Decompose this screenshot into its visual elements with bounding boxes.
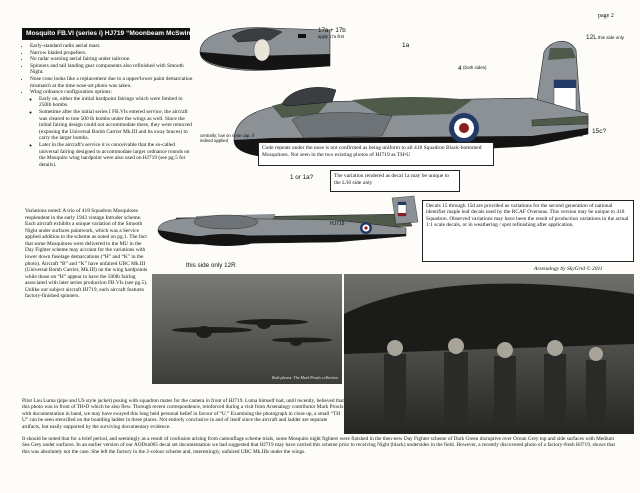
callout-4-sub: (both sides) bbox=[463, 65, 487, 70]
note-item: • Narrow bladed propellers. bbox=[30, 50, 194, 57]
callout-17-sub: apply 17a first bbox=[318, 34, 345, 39]
note-item: • Nose cone looks like a replacement due to a upper/lower paint demarcation mismatch at the time nose-art photo was taken. bbox=[30, 76, 194, 89]
callout-15c: 15c? bbox=[592, 128, 607, 135]
note-item: • Wing ordnance configuration options: bbox=[30, 89, 194, 96]
bottom-text bbox=[22, 398, 344, 433]
callout-1-or-1a: 1 or 1a? bbox=[290, 174, 314, 181]
callout-1a-top: 1a bbox=[402, 42, 410, 49]
photo-credit: Both photos: The Mark Proulx collection bbox=[272, 375, 338, 380]
bottom-paragraph-2: It should be noted that for a brief period, and seemingly as a result of confusion arising from camouflage scheme trials, some Mosquito night fighters were finished in the then-new Day Fighter scheme of Dark Green disruptive over Ocean Grey top and side surfaces with Medium Sea Grey under surfaces. In an earlier version of our AODsn005 decal set documentation we had suggested that HJ719 may have carried this scheme prior to receiving Night (black) undersides in the field. However, a recently discovered photo of a factory-fresh HJ719, shows that this was absolutely not the case. She left the factory in the 2-colour scheme and, interestingly, unfaired UBC Mk.IIIs under the wings. bbox=[22, 436, 615, 455]
bottom-text-2 bbox=[22, 436, 622, 455]
variation-decal-note: The variation rendered as decal 1a may be unique to the L/H side only bbox=[330, 170, 460, 192]
notes-list bbox=[22, 43, 194, 168]
code-repeats-note: Code repeats under the nose is not confirmed as being uniform to all 418 Squadron Black-bottomed Mosquitoes. Not seen in the two existing photos of HJ719 as TH•U bbox=[258, 142, 494, 166]
note-item: • No radar warning aerial fairing under tailcone. bbox=[30, 56, 194, 63]
callout-12l-sub: this side only bbox=[598, 35, 625, 40]
bottom-paragraph-1: Pilot Lou Luma (pipe and US style jacket) posing with squadron mates for the camera in front of HJ719. Luma himself had, until recently, believed that this photo was in front of TH•D which he also flew. Through recent correspondence, reinforced during a visit from Arsenalogy contributor Mark Proulx with documentation in hand, we may have swayed this long held personal belief in favour of “U.” Examining the photograph in close up, a small “TH U” can be seen stencilled on the boarding ladder in three places. Not entirely conclusive in and of itself since the aircraft and ladder are separate artifacts, but easily supported by the surviving documentary evidence. bbox=[22, 398, 344, 430]
callout-17: 17a + 17b bbox=[318, 27, 346, 34]
page-number: page 2 bbox=[598, 13, 614, 19]
decals-15-note: Decals 15 through 15d are provided as variations for the second generation of national identifier maple leaf decals used by the RCAF Overseas. This version may be unique to 418 Squadron. Observed variations may have been the result of production variations in the actual 1:1 scale decals, or in weathering / spot refinishing after application. bbox=[422, 200, 634, 262]
callout-12l: 12L bbox=[586, 34, 597, 41]
callout-4: 4 bbox=[458, 65, 462, 72]
note-subitem: ◦ Early on, either the initial hardpoint fairings which were limited to 250lb bombs. bbox=[39, 96, 194, 109]
note-item: • Spinners and tail landing gear components also refinished with Smooth Night. bbox=[30, 63, 194, 76]
note-subitem: ◦ Later in the aircraft's service it is conceivable that the so-called universal fairing designed to accommodate larger ordnance rounds on the Mosquito wing hardpoint were also used on HJ719 (see pg.5 for details). bbox=[39, 142, 194, 168]
callout-centrally: centrally; low on nose cap, if indeed applied bbox=[200, 133, 254, 143]
page-title: Mosquito FB.VI (series i) HJ719 “Moonbeam McSwine” bbox=[22, 28, 190, 40]
note-subitem: ◦ Sometime after the initial series I FB.VIs entered service, the aircraft was cleared to tote 500 lb bombs under the wings as well. Since the initial fairing design could not accommodate these, they were removed (exposing the Universal Bomb Carrier Mk.III and its sway braces) to carry the larger bombs. bbox=[39, 109, 194, 142]
formation-photo bbox=[152, 274, 342, 384]
variations-noted-text: Variations noted: A trio of 418 Squadron Mosquitoes resplendent in the early 1943 vintage Intruder scheme. Each aircraft exhibits a unique variation of the Smooth Night under surfaces paintwork, which was a Service applied addition to the scheme as noted on pg.1. The fact that some Mosquitoes were delivered to the MU in the Day Fighter scheme may account for the variations with lower down fuselage demarcations (“H” and “K” in the photo). Aircraft “B” and “K” have unfaired UBC Mk.III (Universal Bomb Carrier, Mk.III) on the wing hardpoints while those on “H” appear to have the 500lb fairing associated with later series production FB.VIs (see pg.5). Unlike our subject aircraft HJ719, each aircraft features factory-finished spinners. bbox=[25, 208, 148, 300]
note-item: • Early-standard radio aerial mast. bbox=[30, 43, 194, 50]
serial-marking: HJ719 bbox=[330, 221, 345, 227]
callout-12r: this side only 12R bbox=[186, 262, 236, 269]
crew-photo bbox=[344, 274, 634, 434]
copyright: Arsenalogy by SkyGrid © 2011 bbox=[534, 266, 603, 272]
